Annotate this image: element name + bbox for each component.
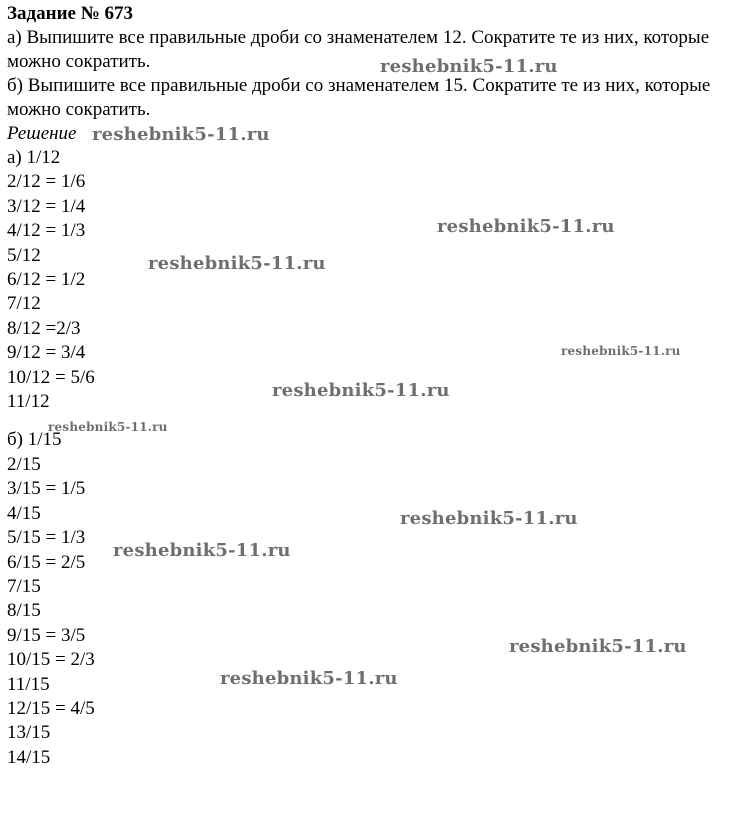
part-b-line: 13/15 xyxy=(7,722,51,744)
part-b-line: 9/15 = 3/5 xyxy=(7,624,86,646)
part-a-line: 9/12 = 3/4 xyxy=(7,342,86,364)
task-title: Задание № 673 xyxy=(7,3,134,24)
part-a-list xyxy=(7,146,723,414)
part-b-line: 6/15 = 2/5 xyxy=(7,551,86,573)
solution-label: Решение xyxy=(7,123,77,144)
part-b-line: 5/15 = 1/3 xyxy=(7,527,86,549)
part-b-line: 11/15 xyxy=(7,673,50,695)
part-a-line: а) 1/12 xyxy=(7,147,61,168)
part-b-line: 4/15 xyxy=(7,502,41,524)
part-b-line: 8/15 xyxy=(7,600,41,622)
part-a-line: 5/12 xyxy=(7,244,41,266)
part-a-line: 7/12 xyxy=(7,293,41,315)
part-a-line: 11/12 xyxy=(7,391,50,413)
part-b-line: 7/15 xyxy=(7,575,41,597)
part-a-line: 2/12 = 1/6 xyxy=(7,171,86,193)
task-b-statement: б) Выпишите все правильные дроби со знаменателем 15. Сократите те из них, которые можно сократить. xyxy=(7,75,711,120)
watermark: reshebnik5-11.ru xyxy=(561,344,681,358)
part-b-line: 2/15 xyxy=(7,453,41,475)
part-b-line: 10/15 = 2/3 xyxy=(7,649,95,671)
part-b-list xyxy=(7,428,723,770)
task-a-statement: а) Выпишите все правильные дроби со знаменателем 12. Сократите те из них, которые можно сократить. xyxy=(7,27,710,72)
part-b-line: 3/15 = 1/5 xyxy=(7,478,86,500)
part-b-line: 14/15 xyxy=(7,746,51,768)
watermark: reshebnik5-11.ru xyxy=(509,636,687,657)
watermark: reshebnik5-11.ru xyxy=(400,508,578,529)
watermark: reshebnik5-11.ru xyxy=(92,124,270,145)
part-a-line: 4/12 = 1/3 xyxy=(7,220,86,242)
part-b-line: 12/15 = 4/5 xyxy=(7,697,95,719)
watermark: reshebnik5-11.ru xyxy=(148,253,326,274)
part-a-line: 3/12 = 1/4 xyxy=(7,195,86,217)
watermark: reshebnik5-11.ru xyxy=(437,216,615,237)
part-b-line: б) 1/15 xyxy=(7,429,62,451)
watermark: reshebnik5-11.ru xyxy=(272,380,450,401)
part-a-line: 6/12 = 1/2 xyxy=(7,269,86,291)
part-a-line: 8/12 =2/3 xyxy=(7,317,81,339)
part-a-line: 10/12 = 5/6 xyxy=(7,366,95,388)
watermark: reshebnik5-11.ru xyxy=(113,540,291,561)
watermark: reshebnik5-11.ru xyxy=(48,420,168,434)
watermark: reshebnik5-11.ru xyxy=(220,668,398,689)
watermark: reshebnik5-11.ru xyxy=(380,56,558,77)
